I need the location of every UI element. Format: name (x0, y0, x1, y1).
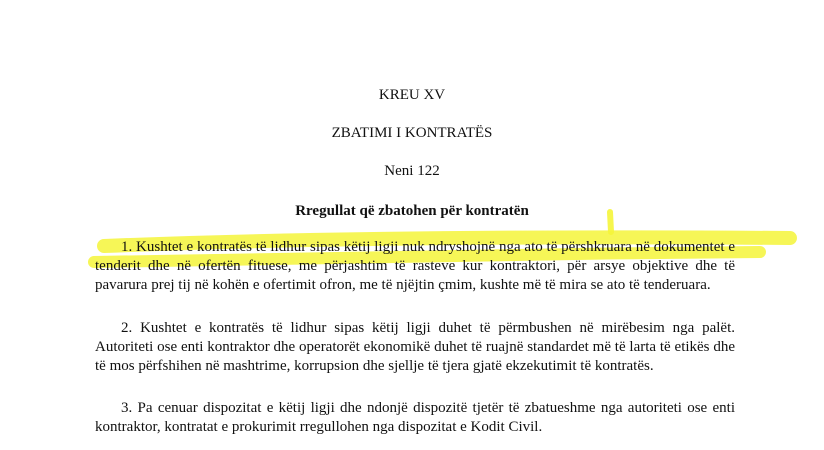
article-title: Rregullat që zbatohen për kontratën (295, 203, 529, 219)
paragraph-3: 3. Pa cenuar dispozitat e këtij ligji dhe ndonjë dispozitë tjetër të zbatueshme nga autoriteti ose enti kontraktor, kontratat e prokurimit rregullohen nga dispozitat e Kodit Civil. (95, 400, 735, 435)
chapter-title: ZBATIMI I KONTRATËS (331, 125, 493, 141)
chapter-heading: KREU XV (378, 87, 446, 103)
paragraph-2: 2. Kushtet e kontratës të lidhur sipas këtij ligji duhet të përmbushen në mirëbesim nga palët. Autoriteti ose enti kontraktor dhe operatorët ekonomikë duhet të ruajnë standardet më të larta të etikës dhe të mos përfshihen në mashtrime, korrupsion dhe sjellje të tjera gjatë ekzekutimit të kontratës. (95, 320, 735, 374)
article-number: Neni 122 (384, 163, 440, 179)
paragraph-1: 1. Kushtet e kontratës të lidhur sipas këtij ligji nuk ndryshojnë nga ato të përshkruara në dokumentet e tenderit dhe në ofertën fituese, me përjashtim të rasteve kur kontraktori, për arsye objektive dhe të pavarura prej tij në kohën e ofertimit ofron, me të njëjtin çmim, kushte më të mira se ato të tenderuara. (95, 239, 735, 293)
